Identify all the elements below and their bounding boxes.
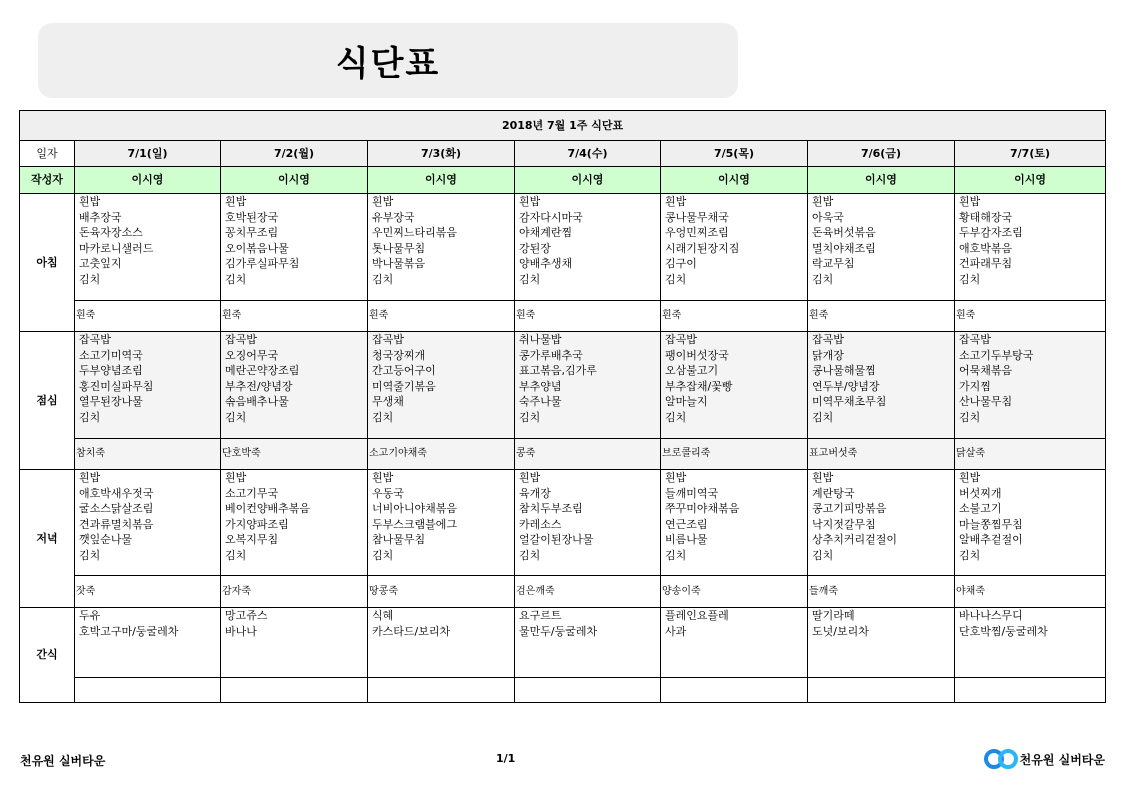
menu-cell [75, 470, 221, 576]
porridge-cell [808, 678, 955, 703]
menu-item: 감자다시마국 [519, 210, 583, 224]
menu-item: 얼갈이된장나물 [519, 533, 594, 546]
menu-cell [221, 470, 368, 576]
menu-item: 카레소스 [519, 517, 562, 531]
porridge-cell: 단호박죽 [221, 439, 368, 470]
menu-item: 양배추생채 [519, 257, 573, 270]
porridge-cell: 들깨죽 [808, 576, 955, 608]
menu-item: 김치 [519, 272, 541, 286]
porridge-cell: 참치죽 [75, 439, 221, 470]
menu-item: 강된장 [519, 241, 551, 255]
porridge-cell: 닭살죽 [955, 439, 1106, 470]
menu-item: 흰밥 [519, 195, 541, 208]
menu-item: 야채계란찜 [519, 226, 573, 239]
menu-item: 돈육자장소스 [79, 226, 143, 239]
menu-item: 참나물무침 [372, 533, 426, 546]
menu-item: 알마늘지 [665, 395, 708, 408]
porridge-cell [75, 678, 221, 703]
porridge-cell: 흰죽 [955, 301, 1106, 332]
menu-item: 애호박볶음 [959, 241, 1013, 255]
porridge-cell: 흰죽 [515, 301, 661, 332]
porridge-cell: 콩죽 [515, 439, 661, 470]
date-cell: 7/2(월) [221, 141, 368, 167]
author-cell: 이시영 [955, 167, 1106, 194]
porridge-cell: 감자죽 [221, 576, 368, 608]
menu-item: 두유 [79, 609, 101, 622]
menu-item: 요구르트 [519, 609, 562, 622]
menu-cell [368, 332, 515, 439]
menu-item: 소고기무국 [225, 486, 279, 500]
menu-item: 바나나스무디 [959, 609, 1023, 622]
porridge-cell: 흰죽 [221, 301, 368, 332]
menu-item: 김치 [519, 410, 541, 424]
menu-item: 두부감자조림 [959, 226, 1023, 239]
author-cell: 이시영 [75, 167, 221, 194]
menu-item: 어묵채볶음 [959, 364, 1013, 377]
menu-item: 톳나물무침 [372, 241, 426, 255]
menu-item: 깻잎순나물 [79, 533, 133, 546]
menu-cell [515, 470, 661, 576]
menu-item: 참치두부조림 [519, 502, 583, 515]
porridge-cell [661, 678, 808, 703]
porridge-cell: 브로콜리죽 [661, 439, 808, 470]
menu-item: 김치 [959, 548, 981, 562]
menu-item: 딸기라떼 [812, 609, 855, 622]
menu-item: 메란곤약장조림 [225, 364, 300, 377]
author-cell: 이시영 [221, 167, 368, 194]
menu-item: 들깨미역국 [665, 486, 719, 500]
footer-logo [984, 748, 1105, 770]
menu-item: 흰밥 [372, 195, 394, 208]
date-cell: 7/5(목) [661, 141, 808, 167]
menu-item: 황태해장국 [959, 210, 1013, 224]
menu-item: 아욱국 [812, 210, 844, 224]
menu-item: 잡곡밥 [665, 333, 697, 346]
menu-cell [955, 470, 1106, 576]
porridge-cell: 흰죽 [368, 301, 515, 332]
porridge-cell: 흰죽 [661, 301, 808, 332]
menu-table [19, 110, 1106, 703]
meal-label: 점심 [20, 332, 75, 470]
menu-item: 건파래무침 [959, 257, 1013, 270]
menu-item: 잡곡밥 [812, 333, 844, 346]
menu-item: 호박고구마/둥굴레차 [79, 624, 179, 638]
menu-item: 망고쥬스 [225, 609, 268, 622]
author-cell: 이시영 [515, 167, 661, 194]
date-cell: 7/6(금) [808, 141, 955, 167]
menu-item: 박나물볶음 [372, 257, 426, 270]
menu-item: 락교무침 [812, 257, 855, 270]
date-cell: 7/4(수) [515, 141, 661, 167]
menu-item: 애호박새우젓국 [79, 486, 154, 500]
date-cell: 7/3(화) [368, 141, 515, 167]
menu-item: 김치 [812, 548, 834, 562]
meal-label: 아침 [20, 194, 75, 332]
date-cell: 7/1(일) [75, 141, 221, 167]
menu-cell [515, 332, 661, 439]
menu-cell [75, 608, 221, 678]
menu-cell [661, 608, 808, 678]
menu-item: 김치 [665, 272, 687, 286]
menu-item: 김치 [812, 272, 834, 286]
porridge-cell [955, 678, 1106, 703]
logo-text: 천유원 실버타운 [1019, 752, 1105, 767]
porridge-cell: 흰죽 [808, 301, 955, 332]
menu-cell [368, 608, 515, 678]
menu-item: 흰밥 [812, 195, 834, 208]
porridge-cell [221, 678, 368, 703]
menu-item: 팽이버섯장국 [665, 348, 729, 362]
menu-item: 물만두/둥굴레차 [519, 624, 598, 638]
menu-cell [808, 332, 955, 439]
menu-cell [661, 470, 808, 576]
menu-item: 두부양념조림 [79, 364, 143, 377]
menu-item: 김치 [372, 410, 394, 424]
menu-item: 부추잡채/꽃빵 [665, 379, 733, 393]
logo-icon [984, 748, 1018, 770]
porridge-cell: 야채죽 [955, 576, 1106, 608]
menu-item: 두부스크램블에그 [372, 517, 458, 531]
menu-item: 소불고기 [959, 502, 1002, 515]
menu-item: 김치 [79, 410, 101, 424]
menu-cell [808, 470, 955, 576]
menu-item: 우엉민찌조림 [665, 226, 729, 239]
menu-item: 흰밥 [665, 471, 687, 484]
menu-cell [955, 332, 1106, 439]
menu-cell [75, 332, 221, 439]
menu-cell [221, 194, 368, 301]
menu-cell [955, 608, 1106, 678]
menu-item: 오징어무국 [225, 348, 279, 362]
menu-item: 카스타드/보리차 [372, 624, 451, 638]
porridge-cell: 검은깨죽 [515, 576, 661, 608]
menu-item: 시래기된장지짐 [665, 241, 740, 255]
menu-item: 베이컨양배추볶음 [225, 502, 311, 515]
menu-item: 간고등어구이 [372, 364, 436, 377]
author-header-label: 작성자 [20, 167, 75, 194]
menu-item: 숙주나물 [519, 395, 562, 408]
menu-item: 무생채 [372, 395, 404, 408]
menu-item: 도넛/보리차 [812, 624, 869, 638]
menu-item: 흰밥 [665, 195, 687, 208]
menu-item: 김치 [665, 548, 687, 562]
menu-item: 식혜 [372, 609, 394, 622]
menu-item: 열무된장나물 [79, 395, 143, 408]
page-title: 식단표 [38, 23, 738, 98]
menu-item: 상추치커리겉절이 [812, 533, 898, 546]
menu-cell [515, 608, 661, 678]
menu-item: 홍진미실파무침 [79, 379, 154, 393]
menu-item: 김치 [79, 272, 101, 286]
menu-item: 김치 [959, 410, 981, 424]
menu-item: 흰밥 [959, 195, 981, 208]
menu-item: 흰밥 [79, 471, 101, 484]
menu-item: 마늘쫑찜무침 [959, 517, 1023, 531]
menu-item: 김치 [372, 272, 394, 286]
menu-cell [661, 332, 808, 439]
menu-item: 부추전/양념장 [225, 379, 293, 393]
menu-item: 표고볶음,김가루 [519, 364, 597, 377]
menu-item: 잡곡밥 [959, 333, 991, 346]
menu-item: 흰밥 [225, 195, 247, 208]
page-number: 1/1 [496, 752, 516, 765]
meal-label: 간식 [20, 608, 75, 703]
menu-item: 콩나물해물찜 [812, 364, 876, 377]
menu-item: 연두부/양념장 [812, 379, 880, 393]
menu-cell [221, 332, 368, 439]
menu-item: 오복지무침 [225, 533, 279, 546]
menu-item: 흰밥 [79, 195, 101, 208]
menu-item: 김치 [79, 548, 101, 562]
porridge-cell [515, 678, 661, 703]
menu-item: 배추장국 [79, 210, 122, 224]
menu-item: 김치 [225, 410, 247, 424]
menu-item: 소고기두부탕국 [959, 348, 1034, 362]
menu-item: 오이볶음나물 [225, 241, 289, 255]
menu-cell [221, 608, 368, 678]
menu-item: 부추양념 [519, 379, 562, 393]
menu-cell [368, 470, 515, 576]
menu-item: 너비아니야채볶음 [372, 502, 458, 515]
menu-item: 가지찜 [959, 379, 991, 393]
menu-item: 가지양파조림 [225, 517, 289, 531]
porridge-cell: 흰죽 [75, 301, 221, 332]
porridge-cell: 잣죽 [75, 576, 221, 608]
porridge-cell: 표고버섯죽 [808, 439, 955, 470]
menu-item: 견과류멸치볶음 [79, 517, 154, 531]
menu-item: 취나물밥 [519, 333, 562, 346]
menu-cell [808, 608, 955, 678]
table-caption: 2018년 7월 1주 식단표 [20, 111, 1106, 141]
menu-item: 김치 [665, 410, 687, 424]
menu-cell [515, 194, 661, 301]
menu-item: 멸치야채조림 [812, 241, 876, 255]
menu-cell [955, 194, 1106, 301]
porridge-cell [368, 678, 515, 703]
menu-item: 꽁치무조림 [225, 226, 279, 239]
menu-item: 김구이 [665, 257, 697, 270]
menu-cell [661, 194, 808, 301]
menu-item: 낙지젓갈무침 [812, 517, 876, 531]
menu-item: 우민찌느타리볶음 [372, 226, 458, 239]
date-cell: 7/7(토) [955, 141, 1106, 167]
menu-item: 굴소스닭살조림 [79, 502, 154, 515]
menu-item: 소고기미역국 [79, 348, 143, 362]
menu-item: 버섯찌개 [959, 486, 1002, 500]
menu-item: 흰밥 [959, 471, 981, 484]
menu-item: 계란탕국 [812, 486, 855, 500]
menu-item: 김치 [519, 548, 541, 562]
menu-item: 잡곡밥 [372, 333, 404, 346]
menu-item: 잡곡밥 [225, 333, 257, 346]
menu-item: 흰밥 [372, 471, 394, 484]
menu-item: 마카로니샐러드 [79, 241, 154, 255]
menu-cell [75, 194, 221, 301]
menu-item: 김치 [225, 272, 247, 286]
menu-item: 플레인요플레 [665, 609, 729, 622]
porridge-cell: 땅콩죽 [368, 576, 515, 608]
menu-item: 오삼불고기 [665, 364, 719, 377]
menu-item: 솎음배추나물 [225, 395, 289, 408]
menu-item: 고춧잎지 [79, 257, 122, 270]
menu-item: 콩가루배추국 [519, 348, 583, 362]
footer-org-name: 천유원 실버타운 [20, 754, 106, 768]
menu-cell [368, 194, 515, 301]
menu-item: 비름나물 [665, 533, 708, 546]
porridge-cell: 양송이죽 [661, 576, 808, 608]
menu-item: 흰밥 [225, 471, 247, 484]
meal-label: 저녁 [20, 470, 75, 608]
date-header-label: 일자 [20, 141, 75, 167]
menu-item: 돈육버섯볶음 [812, 226, 876, 239]
menu-item: 바나나 [225, 624, 257, 638]
menu-item: 김치 [812, 410, 834, 424]
menu-item: 호박된장국 [225, 210, 279, 224]
menu-item: 김치 [372, 548, 394, 562]
menu-item: 유부장국 [372, 210, 415, 224]
menu-item: 김치 [959, 272, 981, 286]
menu-item: 연근조림 [665, 517, 708, 531]
menu-item: 콩나물무채국 [665, 210, 729, 224]
menu-item: 흰밥 [812, 471, 834, 484]
menu-item: 김가루실파무침 [225, 257, 300, 270]
menu-item: 산나물무침 [959, 395, 1013, 408]
menu-item: 알배추겉절이 [959, 533, 1023, 546]
menu-item: 미역무채초무침 [812, 395, 887, 408]
porridge-cell: 소고기야채죽 [368, 439, 515, 470]
menu-item: 우동국 [372, 486, 404, 500]
menu-item: 육개장 [519, 486, 551, 500]
menu-item: 잡곡밥 [79, 333, 111, 346]
menu-item: 사과 [665, 624, 687, 638]
menu-item: 쭈꾸미야채볶음 [665, 502, 740, 515]
author-cell: 이시영 [661, 167, 808, 194]
menu-item: 콩고기피망볶음 [812, 502, 887, 515]
menu-item: 단호박찜/둥굴레차 [959, 624, 1048, 638]
menu-item: 닭개장 [812, 348, 844, 362]
menu-item: 청국장찌개 [372, 348, 426, 362]
author-cell: 이시영 [808, 167, 955, 194]
menu-item: 김치 [225, 548, 247, 562]
menu-item: 흰밥 [519, 471, 541, 484]
menu-item: 미역줄기볶음 [372, 379, 436, 393]
menu-cell [808, 194, 955, 301]
author-cell: 이시영 [368, 167, 515, 194]
